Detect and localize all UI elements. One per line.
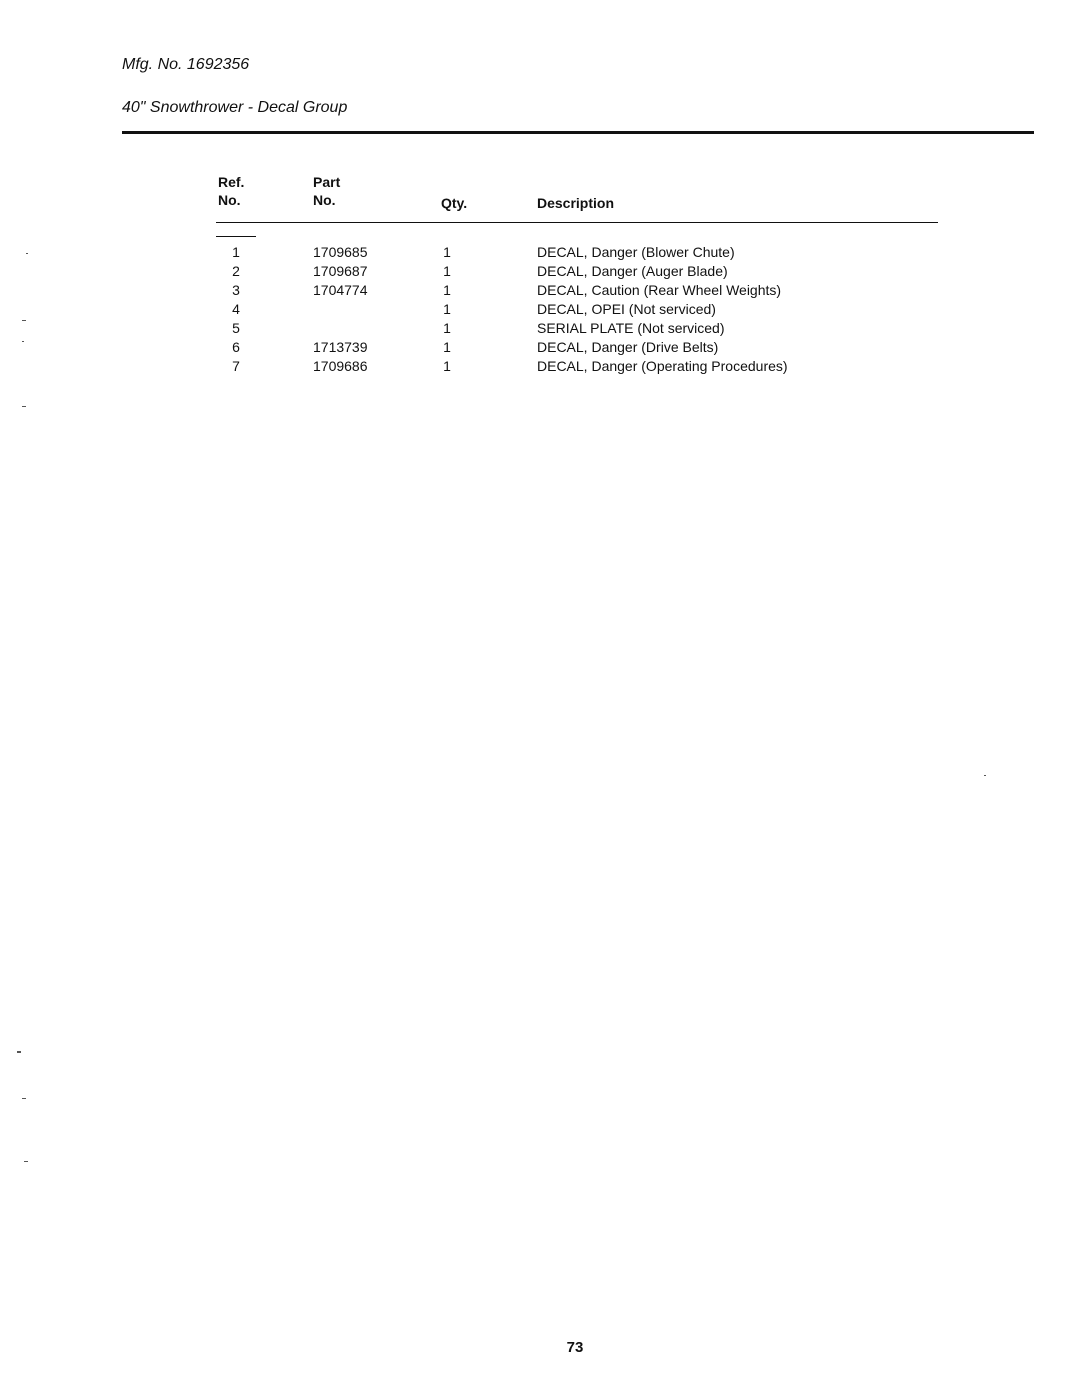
description-cell: DECAL, OPEI (Not serviced): [537, 301, 716, 317]
description-cell: SERIAL PLATE (Not serviced): [537, 320, 725, 336]
table-row: [0, 300, 1080, 319]
qty-cell: 1: [443, 358, 451, 374]
column-header-description: Description: [537, 195, 615, 211]
ref-no-cell: 1: [232, 244, 240, 260]
table-row: [0, 319, 1080, 338]
page-number: 73: [566, 1339, 584, 1356]
qty-cell: 1: [443, 244, 451, 260]
qty-cell: 1: [443, 339, 451, 355]
column-header-part-line2: No.: [313, 192, 336, 208]
description-cell: DECAL, Danger (Auger Blade): [537, 263, 728, 279]
header-divider: [216, 222, 938, 223]
qty-cell: 1: [443, 301, 451, 317]
table-row: [0, 281, 1080, 300]
part-no-cell: 1713739: [313, 339, 368, 355]
table-row: [0, 357, 1080, 376]
scan-speck: [26, 253, 28, 254]
part-no-cell: 1709687: [313, 263, 368, 279]
ref-no-cell: 6: [232, 339, 240, 355]
scan-speck: [24, 1161, 28, 1162]
column-header-part-line1: Part: [313, 174, 341, 190]
scan-speck: [22, 406, 26, 407]
description-cell: DECAL, Caution (Rear Wheel Weights): [537, 282, 782, 298]
ref-no-cell: 2: [232, 263, 240, 279]
part-no-cell: 1709686: [313, 358, 368, 374]
table-row: [0, 243, 1080, 262]
scan-speck: [22, 341, 24, 342]
ref-no-cell: 4: [232, 301, 240, 317]
mfg-number: Mfg. No. 1692356: [122, 56, 250, 73]
scan-speck: [22, 320, 26, 321]
qty-cell: 1: [443, 263, 451, 279]
column-header-part: [313, 173, 340, 209]
column-header-qty: Qty.: [441, 195, 468, 211]
scan-speck: [17, 1051, 21, 1053]
ref-no-cell: 7: [232, 358, 240, 374]
ref-no-cell: 3: [232, 282, 240, 298]
table-row: [0, 262, 1080, 281]
column-header-ref-line2: No.: [218, 192, 241, 208]
qty-cell: 1: [443, 320, 451, 336]
title-divider: [122, 131, 1034, 134]
table-body: [0, 243, 1080, 376]
part-no-cell: 1704774: [313, 282, 368, 298]
description-cell: DECAL, Danger (Blower Chute): [537, 244, 735, 260]
scan-speck: [22, 1098, 26, 1099]
ref-no-cell: 5: [232, 320, 240, 336]
page-title: 40" Snowthrower - Decal Group: [122, 99, 348, 116]
table-row: [0, 338, 1080, 357]
scan-speck: [984, 775, 986, 776]
column-header-ref-line1: Ref.: [218, 174, 245, 190]
column-header-ref: [218, 173, 244, 209]
description-cell: DECAL, Danger (Drive Belts): [537, 339, 719, 355]
qty-cell: 1: [443, 282, 451, 298]
part-no-cell: 1709685: [313, 244, 368, 260]
ref-column-underline: [216, 236, 256, 237]
description-cell: DECAL, Danger (Operating Procedures): [537, 358, 788, 374]
